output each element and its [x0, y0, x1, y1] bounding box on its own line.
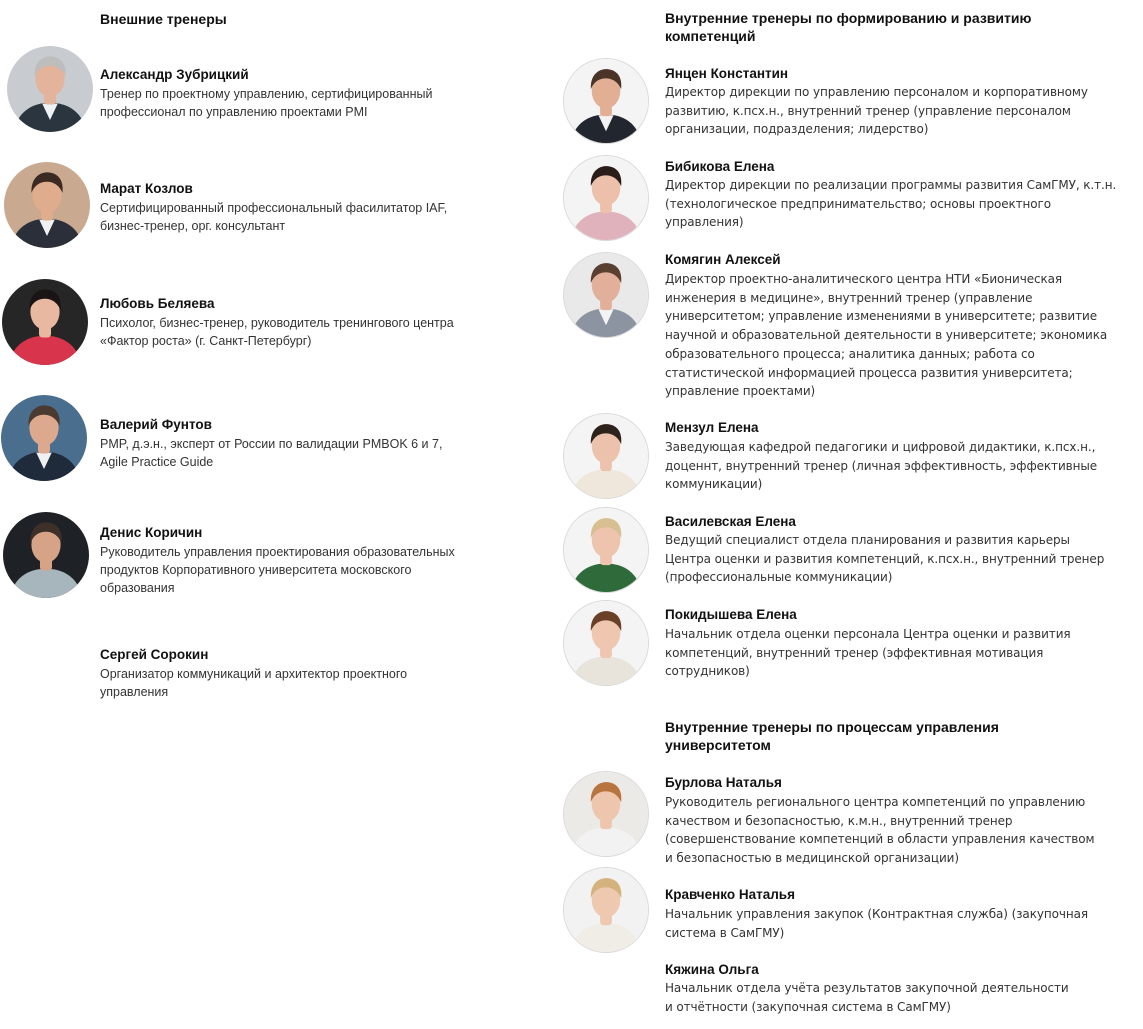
- trainer-photo-icon: [563, 771, 649, 857]
- competence-trainers-heading: Внутренние тренеры по формированию и развитию компетенций: [665, 10, 1032, 44]
- trainer-photo-icon: [563, 252, 649, 338]
- trainer-name: Бурлова Наталья: [665, 775, 782, 790]
- trainer-description: PMP, д.э.н., эксперт от России по валидации PMBOK 6 и 7, Agile Practice Guide: [100, 437, 443, 469]
- trainer-name: Сергей Сорокин: [100, 647, 209, 662]
- trainer-name: Валерий Фунтов: [100, 417, 212, 432]
- trainer-name: Мензул Елена: [665, 420, 759, 435]
- trainer-description: Директор дирекции по управлению персоналом и корпоративному развитию, к.псх.н., внутренний тренер (управление персоналом организации, подразделения; лидерство): [665, 85, 1088, 137]
- trainer-description: Директор дирекции по реализации программы развития СамГМУ, к.т.н. (технологическое предпринимательство; основы проектного управления): [665, 178, 1117, 230]
- trainer-name: Бибикова Елена: [665, 159, 775, 174]
- trainer-photo-icon: [2, 279, 88, 365]
- trainer-description: Начальник управления закупок (Контрактная служба) (закупочная система в СамГМУ): [665, 907, 1088, 940]
- trainer-photo-icon: [563, 58, 649, 144]
- trainer-name: Кравченко Наталья: [665, 887, 795, 902]
- trainer-description: Руководитель регионального центра компетенций по управлению качеством и безопасностью, к.м.н., внутренний тренер (совершенствование компетенций в области управления качеством и безопасностью в медицинской организации): [665, 795, 1095, 866]
- trainer-photo-icon: [563, 155, 649, 241]
- trainer-description: Начальник отдела оценки персонала Центра оценки и развития компетенций, внутренний тренер (эффективная мотивация сотрудников): [665, 627, 1071, 679]
- trainer-photo-icon: [1, 395, 87, 481]
- trainer-name: Марат Козлов: [100, 181, 193, 196]
- trainer-description: Сертифицированный профессиональный фасилитатор IAF, бизнес-тренер, орг. консультант: [100, 201, 448, 233]
- trainer-description: Руководитель управления проектирования образовательных продуктов Корпоративного университета московского образования: [100, 545, 455, 595]
- trainer-description: Начальник отдела учёта результатов закупочной деятельности и отчётности (закупочная система в СамГМУ): [665, 981, 1069, 1014]
- trainer-name: Любовь Беляева: [100, 296, 215, 311]
- trainer-description: Организатор коммуникаций и архитектор проектного управления: [100, 667, 408, 699]
- trainer-description: Ведущий специалист отдела планирования и развития карьеры Центра оценки и развития компетенций, к.псх.н., внутренний тренер (профессиональные коммуникации): [665, 533, 1105, 585]
- trainer-name: Василевская Елена: [665, 514, 796, 529]
- trainer-description: Психолог, бизнес-тренер, руководитель тренингового центра «Фактор роста» (г. Санкт-Петербург): [100, 316, 454, 348]
- trainer-description: Тренер по проектному управлению, сертифицированный профессионал по управлению проектами PMI: [100, 87, 433, 119]
- trainer-name: Покидышева Елена: [665, 607, 797, 622]
- trainer-photo-icon: [3, 512, 89, 598]
- trainer-name: Денис Коричин: [100, 525, 203, 540]
- trainer-photo-icon: [563, 600, 649, 686]
- trainer-photo-icon: [563, 507, 649, 593]
- trainer-name: Александр Зубрицкий: [100, 67, 249, 82]
- external-trainers-heading: Внешние тренеры: [100, 11, 227, 27]
- trainer-photo-icon: [4, 162, 90, 248]
- trainer-description: Заведующая кафедрой педагогики и цифровой дидактики, к.псх.н., доценнт, внутренний тренер (личная эффективность, эффективные коммуникации): [665, 440, 1098, 492]
- trainer-description: Директор проектно-аналитического центра НТИ «Бионическая инженерия в медицине», внутренний тренер (управление университетом; управление изменениями в университете; развитие научной и образовательной деятельности в университете; экономика образовательного процесса; аналитика данных; работа со статистической информацией процесса развития университета; управление проектами): [665, 272, 1108, 399]
- trainer-name: Комягин Алексей: [665, 252, 781, 267]
- trainer-photo-icon: [563, 413, 649, 499]
- trainer-photo-icon: [7, 46, 93, 132]
- trainer-photo-icon: [563, 867, 649, 953]
- trainer-name: Янцен Константин: [665, 66, 789, 81]
- trainer-name: Кяжина Ольга: [665, 962, 759, 977]
- university-management-trainers-heading: Внутренние тренеры по процессам управления университетом: [665, 719, 999, 753]
